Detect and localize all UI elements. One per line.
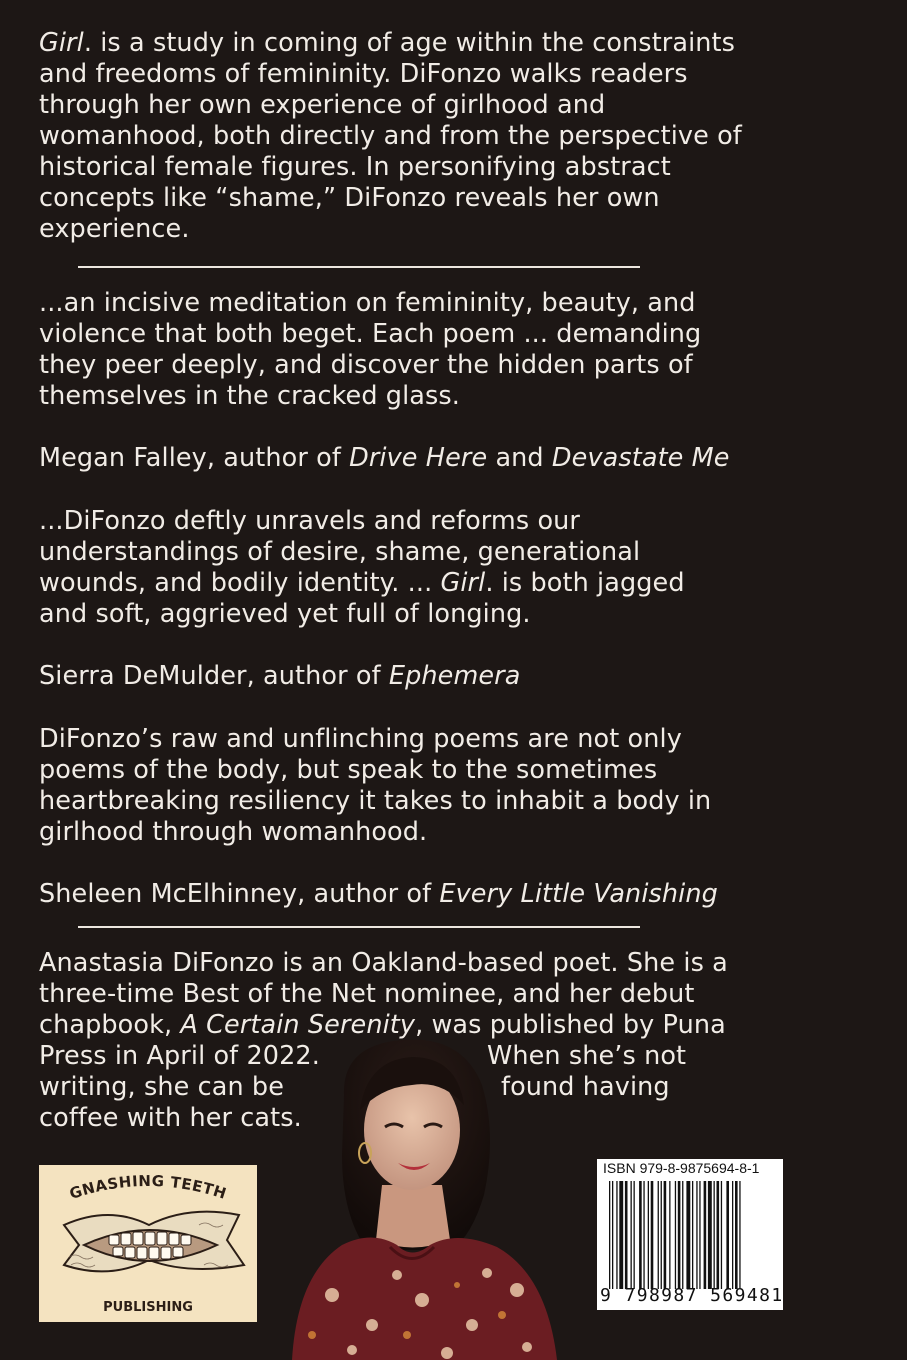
review-attribution-mcelhinney: Sheleen McElhinney, author of Every Little Vanishing — [39, 879, 718, 909]
barcode-bars — [609, 1181, 775, 1289]
review-attribution-demulder: Sierra DeMulder, author of Ephemera — [39, 661, 521, 691]
review-quote-demulder: ...DiFonzo deftly unravels and reforms our understandings of desire, shame, generational wounds, and bodily identity. ... Girl. is both jagged and soft, aggrieved yet full of longing. — [39, 506, 685, 629]
review-quote-falley: ...an incisive meditation on femininity, beauty, and violence that both beget. Each poem ... demanding they peer deeply, and discover the hidden parts of themselves in the cracked glass. — [39, 288, 702, 411]
barcode-digits: 9 798987 569481 — [600, 1285, 784, 1306]
svg-text:GNASHING TEETH: GNASHING TEETH — [67, 1171, 229, 1203]
author-bio: Anastasia DiFonzo is an Oakland-based poet. She is a three-time Best of the Net nominee, and her debut chapbook, A Certain Serenity, was published by Puna Press in April of 2022. When she’s not writing, she can be found having coffee with her cats. — [39, 948, 728, 1133]
review-attribution-falley: Megan Falley, author of Drive Here and Devastate Me — [39, 443, 730, 473]
isbn-barcode — [597, 1159, 783, 1310]
divider-top — [78, 266, 640, 268]
isbn-label: ISBN 979-8-9875694-8-1 — [603, 1160, 760, 1176]
publisher-logo — [39, 1165, 257, 1322]
gnashing-teeth-logo-icon — [39, 1165, 257, 1322]
svg-text:PUBLISHING: PUBLISHING — [103, 1300, 193, 1315]
divider-bottom — [78, 926, 640, 928]
book-description: Girl. is a study in coming of age within the constraints and freedoms of femininity. DiFonzo walks readers through her own experience of girlhood and womanhood, both directly and from the perspective of historical female figures. In personifying abstract concepts like “shame,” DiFonzo reveals her own experience. — [39, 28, 742, 244]
review-quote-mcelhinney: DiFonzo’s raw and unflinching poems are not only poems of the body, but speak to the sometimes heartbreaking resiliency it takes to inhabit a body in girlhood through womanhood. — [39, 724, 712, 847]
title-girl: Girl — [39, 28, 84, 58]
